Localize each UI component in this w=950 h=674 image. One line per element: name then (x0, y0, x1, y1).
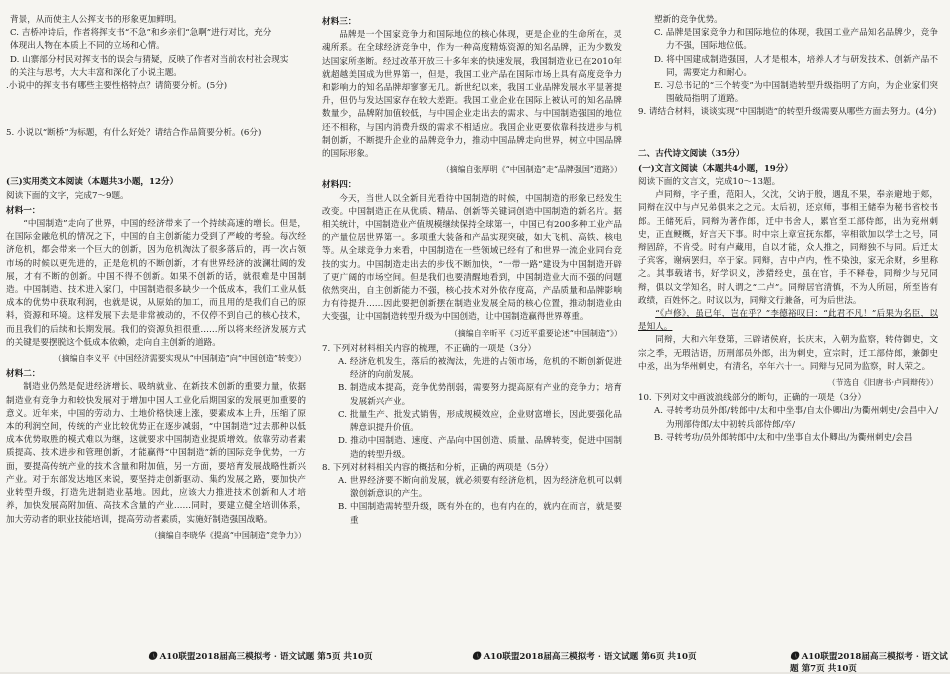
column-page-5 (6, 14, 306, 545)
option-c: C. 吉桥冲诗后，作者将挥支书“不急”和乡亲们“急啊”进行对比，充分 (10, 28, 272, 39)
text-line: 的关注与思考，大大丰富和深化了小说主题。 (10, 67, 182, 78)
section-2-subtitle: (一)文言文阅读（本题共4小题，19分） (638, 163, 793, 174)
material-2-text: 制造业仍然是促进经济增长、吸纳就业、在新技术创新的重要力量，依据制造业有竞争力和较快发展对于增加中国人工业化后期国家的发展更加重要的意义。近年来，中国的劳动力、土地价格快速上涨，要素成本上升，压缩了原本的利润空间，传统的产业比较优势正在逐步减弱，“中国制造”过去那种以低成本优势取胜的模式难以为继，这就要求中国制造业提质增效。依靠劳动者素质提高、技术进步和管理创新，才能赢得“中国制造”新的国际竞争优势，一方面，要提高传统产业的技术含量和附加值，另一方面，要培育发展战略性新兴产业。对于东部发达地区来说，要坚持走创新驱动、集约发展之路，要加快产业转型升级，打造先进制造业基地。因此，应该大力推进技术创新和人才培养，加快发展高附加值、高技术含量的产业……同时，要建立健全培训体系，加大劳动者的职业技能培训，提高劳动者素质，实施好制造强国战略。 (6, 382, 306, 525)
question-8-option-b: B. 中国制造需转型升级，既有外在的，也有内在的，就内在而言，就是要重 (338, 502, 622, 526)
logo-mark: 🅐 (148, 652, 157, 662)
classical-passage: 卢同辩，字子重，范阳人，父沈，父讷于殷，遇乱不果，奉亲避地于郏，同辩在汉中与卢兄弟俱来之之元。太后初，还京师，事相王储奉为秘书省校书郎。王储死后，同辩为著作郎，迁中书舍人，累官至工部侍郎，出为兖州刺史，正直鲠概，好言天下事。时中宗上章宣抚东都，宰相欲加以学士之号，同辩固辞，不肯受。时有卢藏用，自以才能，众人推之，同辩独不与同。后迁太子宾客，谢病罢归，卒于家。同辩，吉中卢内，性不染浊，家无余财，乡里称之。其事载诸书，好学识义，涉猎经史，虽在官，手不释卷，同辩少与兄同辩，俱以文学知名，时人谓之“二卢”。同辩居官清慎，不为人所屈，所至皆有政绩，百姓怀之。时议以为，同辩文行兼备，可为后世法。 (638, 190, 938, 306)
column-page-7 (638, 14, 938, 445)
material-1-source: （摘编自李义平《中国经济需要实现从“中国制造”向“中国创造”转变》） (53, 354, 306, 364)
question-8-option-d: D. 将中国建成制造强国，人才是根本，培养人才与研发技术、创新产品不同，需要定力和耐心。 (654, 54, 938, 78)
question-7-option-d: D. 推动中国制造、速度、产品向中国创造、质量、品牌转变，促进中国制造的转型升级。 (338, 436, 622, 460)
column-page-6 (322, 14, 622, 528)
material-4-title: 材料四： (322, 180, 357, 191)
question-6: 5. 小说以“断桥”为标题，有什么好处？请结合作品简要分析。(6分) (6, 128, 262, 139)
question-7: 7. 下列对材料相关内容的梳理，不正确的一项是（3分） (322, 343, 537, 354)
section-2-instruction: 阅读下面的文言文，完成10～13题。 (638, 177, 781, 188)
question-10-option-b: B. 寻转考功/员外郎转郎中/太和中/坐事自太仆卿出/为衢州刺史/会昌 (654, 432, 913, 443)
question-10: 10. 下列对文中画波浪线部分的断句，正确的一项是（3分） (638, 393, 867, 404)
material-3-source: （摘编自张厚明《“中国制造”走“品牌强国”道路》） (441, 165, 622, 175)
question-7-option-a: A. 经济危机发生，落后的被淘汰，先进的占领市场，危机的不断创新促进经济的向前发展。 (338, 357, 622, 381)
logo-mark: 🅐 (790, 652, 799, 662)
text-line: 背景，从而使主人公挥支书的形象更加鲜明。 (10, 15, 182, 25)
material-4-source: （摘编自辛昕平《习近平重要论述“中国制造”》） (449, 328, 622, 338)
question-5: .小说中的挥支书有哪些主要性格特点？请简要分析。(5分) (6, 81, 228, 92)
section-2-title: 二、古代诗文阅读（35分） (638, 148, 745, 159)
material-2-title: 材料二： (6, 369, 41, 380)
question-7-option-c: C. 批量生产、批发式销售，形成规模效应，企业财富增长，因此要强化品牌意识提升价值。 (338, 409, 622, 434)
page-footer-6: 🅐 A10联盟2018届高三模拟考 · 语文试题 第6页 共10页 (472, 652, 697, 662)
classical-passage-2: 同辩，大和六年登第，三辟诸侯府，长庆末，入朝为监察，转侍御史，文宗之季，无瑕洁语，历刑部员外郎，出为刺史，宣宗时，迁工部侍郎，兼御史中丞，出为华州刺史，有清名，卒年六十一。同辩与兄同为监察，时人荣之。 (638, 335, 938, 372)
section-instruction: 阅读下面的文字，完成7～9题。 (6, 190, 129, 201)
question-10-option-a: A. 寻转考功员外郎/转郎中/太和中坐事/自太仆卿出/为衢州刺史/会昌中入/为刑部侍郎/太中初转兵部侍郎/卒/ (654, 406, 938, 430)
text-line: 塑新的竞争优势。 (654, 15, 723, 25)
passage-source: （节选自《旧唐书·卢同辩传》） (827, 378, 938, 388)
text-line: 体现出人物在本质上不同的立场和心情。 (10, 41, 165, 52)
option-d: D. 山寨部分村民对挥支书的误会与猜疑，反映了作者对当前农村社会现实 (10, 54, 289, 65)
question-7-option-b: B. 制造成本提高，竞争优势削弱，需要努力提高原有产业的竞争力；培育发展新兴产业。 (338, 383, 622, 407)
question-9: 9. 请结合材料，谈谈实现“中国制造”的转型升级需要从哪些方面去努力。(4分) (638, 107, 937, 118)
page-footer-7: 🅐 A10联盟2018届高三模拟考 · 语文试题 第7页 共10页 (790, 652, 948, 674)
material-1-title: 材料一： (6, 205, 41, 216)
question-8: 8. 下列对材料相关内容的概括和分析，正确的两项是（5分） (322, 462, 554, 473)
material-3-text: 品牌是一个国家竞争力和国际地位的核心体现，更是企业的生命所在，灵魂所系。在全球经济竞争中，作为一种高度精炼资源的知名品牌，正为少数发达国家所垄断。经过改革开放三十多年来的快速发展，我国制造业已在2010年就超越美国成为世界第一，但是，我国工业产品在国际市场上具有高度竞争力和影响力的知名品牌却寥寥无几。新世纪以来，我国工业品牌发展水平显著提升，但仍与发达国家存在较大差距。我国工业企业在国际上被认可的知名品牌数量少，品牌附加值较低，与中国企业走出去的需求、与中国制造强国的地位还不相称，与国内消费升级的需求不相适应。我国企业更要依靠科技进步与机制创新，不断提升企业的品牌竞争力，推动中国品牌走向世界，树立中国品牌的国际形象。 (322, 30, 622, 160)
question-8-option-c: C. 品牌是国家竞争力和国际地位的体现，我国工业产品知名品牌少，竞争力不强，国际地位低。 (654, 28, 938, 52)
question-8-option-e: E. 习总书记的“三个转变”为中国制造转型升级指明了方向，为企业家们突围破局指明了道路。 (654, 81, 938, 105)
classical-passage-quote: “《卢修》，虽已年，岂在乎？”李德裕叹曰：“此君不凡！”后果为名臣，以是知人。 (638, 309, 938, 333)
material-1-text: “中国制造”走向了世界，中国的经济带来了一个持续高速的增长。但是，在国际金融危机的情况之下，中国的自主创新能力受到了严峻的考验。每次经济危机，都会带来一个巨大的创新，因为危机淘汰了很多落后的，再一次占领市场的时候以更先进的，正是危机的不断创新，才有世界经济的波澜壮阔的发展，才有不断的创新。中国不得不创新。如果不创新的话，就很难是中国制造。中国制造、技术进入家门，中国制造很多缺少一个低成本，我们工业从低成本的优势中获取利润，也就是说，从原始的加工，而且用的是我们自己的原料，资源和环境。这样发展下去是非常被动的，不仅停不到自己的核心技术，而且我们的后续和长期发展。我们的资源负担很重……所以将来经济发展方式的关键是要摆脱这个低成本依赖，走向自主创新的道路。 (6, 219, 306, 348)
page-footer-5: 🅐 A10联盟2018届高三模拟考 · 语文试题 第5页 共10页 (148, 652, 373, 662)
material-2-source: （摘编自李晓华《提高“中国制造”竞争力》） (149, 530, 306, 540)
material-3-title: 材料三： (322, 17, 357, 27)
material-4-text: 今天，当世人以全新目光看待中国制造的时候，中国制造的形象已经发生改变。中国制造正在从优质、精品、创新等关键词创造中国制造的新名片。据相关统计，中国制造业产值规模继续保持全球第一，中国已有200多种工业产品的产量位居世界第一。多项重大装备和产品实现突破，如大飞机、高铁、核电等。从全球竞争力来看，中国制造在一些领域已经有了和世界一流企业同台竞技的实力。中国制造走出去的步伐不断加快，“一带一路”建设为中国制造开辟了更广阔的市场空间。但是我们也要清醒地看到，中国制造业大而不强的问题依然突出，自主创新能力不强，核心技术对外依存度高，产品质量和品牌影响力有待提升……因此要把创新摆在制造业发展全局的核心位置，推动制造业由大变强，让中国制造转型升级为中国创造，让中国制造赢得世界尊重。 (322, 193, 622, 323)
question-8-option-a: A. 世界经济要不断向前发展，就必须要有经济危机，因为经济危机可以刺激创新意识的产生。 (338, 475, 622, 500)
section-title: (三)实用类文本阅读（本题共3小题，12分） (6, 177, 179, 188)
logo-mark: 🅐 (472, 652, 481, 662)
